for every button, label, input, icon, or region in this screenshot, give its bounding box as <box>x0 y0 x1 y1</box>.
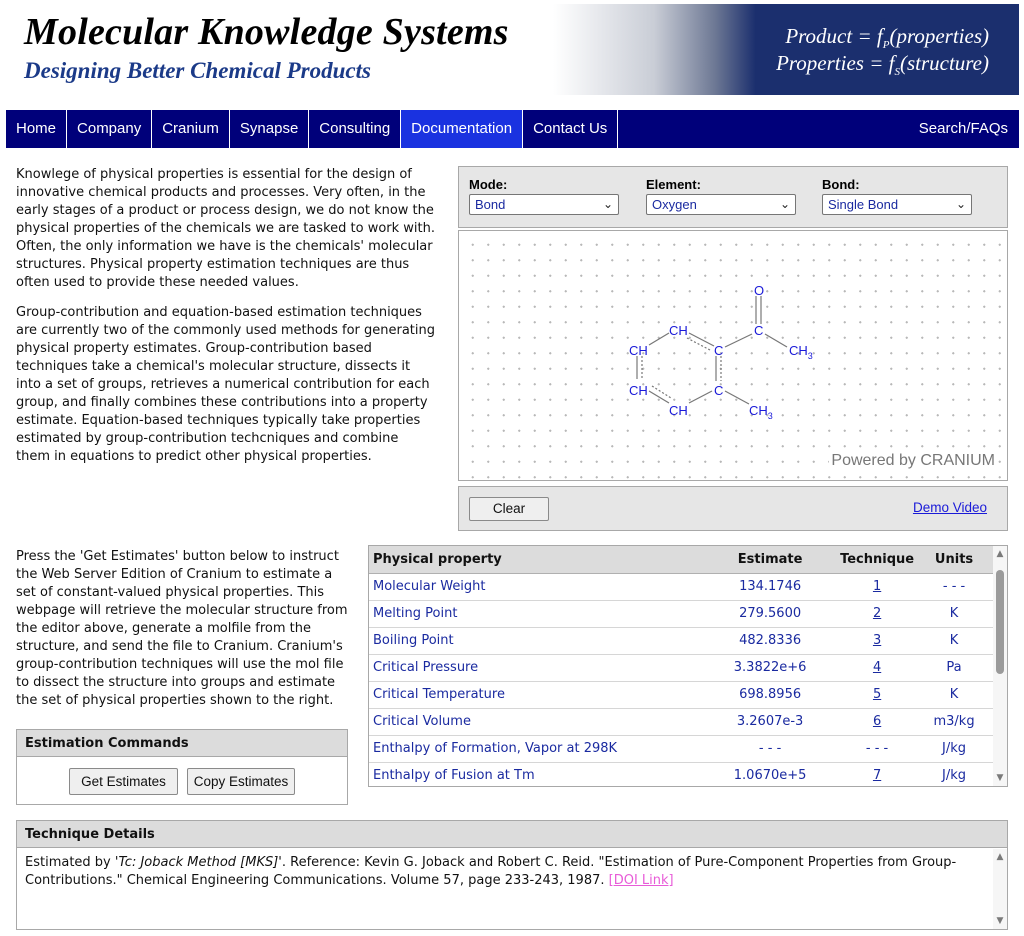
header-technique: Technique <box>839 546 915 573</box>
property-estimate: 698.8956 <box>701 681 839 708</box>
clear-button[interactable]: Clear <box>469 497 549 521</box>
property-name: Enthalpy of Fusion at Tm <box>369 762 701 787</box>
technique-link[interactable]: 2 <box>872 606 882 621</box>
chevron-down-icon: ⌄ <box>602 197 613 211</box>
technique-cell <box>839 762 915 787</box>
technique-cell <box>839 708 915 735</box>
property-units: K <box>915 681 993 708</box>
bond-line <box>725 334 752 347</box>
atom-ch-bot: CH <box>669 403 688 418</box>
table-row[interactable] <box>369 627 993 654</box>
element-control <box>646 177 796 215</box>
table-header-row <box>369 546 993 573</box>
editor-toolbar <box>458 166 1008 228</box>
chevron-down-icon: ⌄ <box>955 197 966 211</box>
atom-ch3-acyl: $CH_3$ <box>789 343 813 361</box>
atom-c-carbonyl: C <box>754 323 764 338</box>
editor-action-bar <box>458 486 1008 531</box>
technique-cell <box>839 627 915 654</box>
property-units: K <box>915 600 993 627</box>
technique-cell <box>839 654 915 681</box>
mode-select-value: Bond <box>475 197 506 212</box>
element-select-value: Oxygen <box>652 197 697 212</box>
header-physical-property: Physical property <box>369 546 701 573</box>
atom-labels <box>629 283 813 421</box>
technique-details-panel <box>16 820 1008 930</box>
table-row[interactable] <box>369 654 993 681</box>
property-name: Critical Temperature <box>369 681 701 708</box>
technique-link[interactable]: 4 <box>872 660 882 675</box>
technique-details-scrollbar[interactable] <box>993 849 1007 929</box>
copy-estimates-button[interactable]: Copy Estimates <box>187 768 295 795</box>
property-name: Melting Point <box>369 600 701 627</box>
table-row[interactable] <box>369 762 993 787</box>
header-estimate: Estimate <box>701 546 839 573</box>
chevron-down-icon: ⌄ <box>779 197 790 211</box>
molecule-editor-canvas[interactable] <box>458 230 1008 481</box>
technique-method: 'Tc: Joback Method [MKS]' <box>114 855 282 870</box>
property-name: Critical Volume <box>369 708 701 735</box>
property-units: Pa <box>915 654 993 681</box>
technique-cell <box>839 600 915 627</box>
property-estimate: 134.1746 <box>701 573 839 600</box>
estimation-commands-header: Estimation Commands <box>17 730 347 757</box>
property-table-grid <box>369 546 993 787</box>
atom-ch-left-top: CH <box>629 343 648 358</box>
scroll-down-icon[interactable]: ▼ <box>996 916 1004 926</box>
technique-details-text <box>17 848 1007 890</box>
bond-select-value: Single Bond <box>828 197 899 212</box>
site-subtitle: Designing Better Chemical Products <box>24 58 371 83</box>
property-units: J/kg <box>915 762 993 787</box>
technique-link[interactable]: 5 <box>872 687 882 702</box>
bond-control <box>822 177 972 215</box>
site-title: Molecular Knowledge Systems <box>24 11 509 53</box>
property-name: Boiling Point <box>369 627 701 654</box>
property-estimate: 482.8336 <box>701 627 839 654</box>
nav-synapse[interactable]: Synapse <box>230 110 309 148</box>
nav-contact-us[interactable]: Contact Us <box>523 110 618 148</box>
technique-cell <box>839 573 915 600</box>
scroll-up-icon[interactable]: ▲ <box>996 852 1004 862</box>
bond-line <box>649 391 669 403</box>
technique-link[interactable]: 6 <box>872 714 882 729</box>
atom-ch3-ring: $CH_3$ <box>749 403 773 421</box>
bond-line <box>649 333 669 345</box>
element-label: Element: <box>646 177 701 192</box>
bond-line <box>689 391 712 403</box>
nav-home[interactable]: Home <box>6 110 67 148</box>
banner-formula-properties: Properties = $f_S(structure)$ <box>776 51 989 79</box>
table-row[interactable] <box>369 573 993 600</box>
nav-consulting[interactable]: Consulting <box>309 110 401 148</box>
property-estimate: 1.0670e+5 <box>701 762 839 787</box>
bond-line <box>687 338 710 350</box>
atom-ch-left-bot: CH <box>629 383 648 398</box>
get-estimates-button[interactable]: Get Estimates <box>69 768 178 795</box>
property-name: Critical Pressure <box>369 654 701 681</box>
property-units: K <box>915 627 993 654</box>
nav-search-faqs[interactable]: Search/FAQs <box>918 120 1008 137</box>
table-row[interactable] <box>369 708 993 735</box>
property-estimate: 279.5600 <box>701 600 839 627</box>
nav-company[interactable]: Company <box>67 110 152 148</box>
estimation-commands-panel <box>16 729 348 805</box>
table-scrollbar[interactable] <box>993 546 1007 786</box>
technique-link[interactable]: 7 <box>872 768 882 783</box>
atom-ch-top: CH <box>669 323 688 338</box>
mode-label: Mode: <box>469 177 508 192</box>
technique-details-header: Technique Details <box>17 821 1007 848</box>
property-estimate: - - - <box>701 735 839 762</box>
property-estimate: 3.3822e+6 <box>701 654 839 681</box>
technique-link[interactable]: 1 <box>872 579 882 594</box>
bond-line <box>725 391 749 404</box>
mode-select[interactable] <box>469 194 619 215</box>
bond-lines <box>637 296 787 404</box>
demo-video-link[interactable]: Demo Video <box>912 500 987 515</box>
bond-line <box>652 386 671 398</box>
element-select[interactable] <box>646 194 796 215</box>
bond-select[interactable] <box>822 194 972 215</box>
intro-paragraph-1: Knowlege of physical properties is essential for the design of innovative chemical products and processes. Very often, in the early stages of a product or process design, we do not know the physical properties of the chemicals we are tasked to work with. Often, the only information we have is the chemicals' molecular structures. Physical property estimation techniques are thus often used to provide these needed values. <box>16 167 436 290</box>
doi-link[interactable]: [DOI Link] <box>608 873 674 888</box>
banner-formula-product: Product = $f_P(properties)$ <box>785 24 989 52</box>
molecule-drawing <box>459 231 1009 482</box>
scroll-down-icon[interactable]: ▼ <box>996 773 1004 783</box>
technique-cell: - - - <box>839 735 915 762</box>
technique-prefix: Estimated by <box>25 855 115 870</box>
intro-paragraph-2: Group-contribution and equation-based estimation techniques are currently two of the commonly used methods for generating physical property estimates. Group-contribution based techniques take a chemical's molecular structure, dissects it into a set of groups, retrieves a numerical contribution for each group, and finally combines these contributions into a property estimate. Equation-based techniques typically take properties estimated by group-contribution techcniques and combine them in equations to predict other physical properties. <box>16 305 436 464</box>
technique-reference: . Reference: Kevin G. Joback and Robert C. Reid. "Estimation of Pure-Component Properties from Group-Contributions." Chemical Engineering Communications. Volume 57, page 233-243, 1987. <box>25 855 957 888</box>
bond-line <box>765 334 787 347</box>
property-name: Enthalpy of Formation, Vapor at 298K <box>369 735 701 762</box>
table-row[interactable] <box>369 681 993 708</box>
atom-o: O <box>754 283 765 298</box>
table-scroll-thumb[interactable] <box>996 570 1004 674</box>
nav-cranium[interactable]: Cranium <box>152 110 230 148</box>
technique-link[interactable]: 3 <box>872 633 882 648</box>
property-units: m3/kg <box>915 708 993 735</box>
instructions-paragraph: Press the 'Get Estimates' button below to instruct the Web Server Edition of Cranium to estimate a set of constant-valued physical properties. This webpage will retrieve the molecular structure from the editor above, generate a molfile from the structure, and send the file to Cranium. Cranium's group-contribution techniques will use the mol file to dissect the structure into groups and estimate the set of physical properties shown to the right. <box>16 549 348 708</box>
header-units: Units <box>915 546 993 573</box>
scroll-up-icon[interactable]: ▲ <box>996 549 1004 559</box>
main-nav <box>6 110 1019 148</box>
technique-cell <box>839 681 915 708</box>
powered-by-label: Powered by CRANIUM <box>831 452 995 469</box>
nav-documentation[interactable]: Documentation <box>401 110 523 148</box>
table-row[interactable] <box>369 600 993 627</box>
property-estimate: 3.2607e-3 <box>701 708 839 735</box>
atom-c-ring-bot: C <box>714 383 724 398</box>
property-units: J/kg <box>915 735 993 762</box>
physical-property-table <box>368 545 1008 787</box>
property-units: - - - <box>915 573 993 600</box>
mode-control <box>469 177 619 215</box>
site-banner <box>6 4 1019 95</box>
nav-spacer <box>618 110 909 148</box>
atom-c-ring-top: C <box>714 343 724 358</box>
property-name: Molecular Weight <box>369 573 701 600</box>
bond-line <box>689 333 714 346</box>
table-row[interactable] <box>369 735 993 762</box>
bond-label: Bond: <box>822 177 860 192</box>
